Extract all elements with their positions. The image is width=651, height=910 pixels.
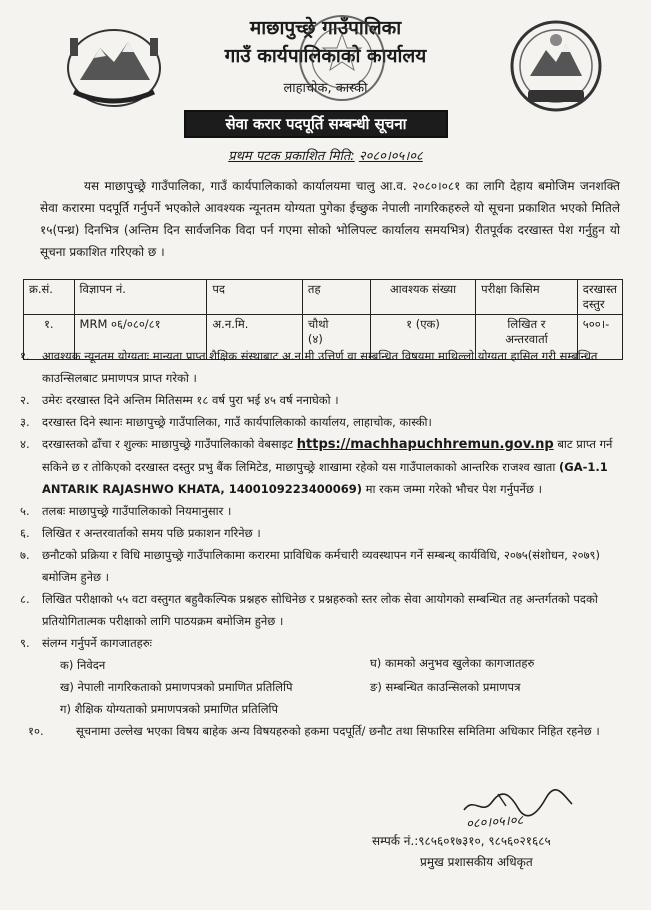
list-item (20, 389, 630, 411)
cell-level-line2: (४) (307, 332, 323, 346)
item-number: ३. (20, 415, 30, 429)
signature-date: ०८०।०५।०८ (465, 813, 524, 832)
col-header-post: पद (207, 280, 303, 315)
list-item (20, 544, 630, 588)
item4-text-c: मा रकम जम्मा गरेको भौचर पेश गर्नुपर्नेछ । (365, 482, 542, 496)
cell-fee: ५००।- (577, 315, 622, 360)
cell-exam-line1: लिखित र (507, 317, 546, 331)
item-text: लिखित परीक्षाको ५५ वटा वस्तुगत बहुवैकल्पिक प्रश्नहरु सोधिनेछ र प्रश्नहरुको स्तर लोक सेवा आयोगको सम्बन्धित तह अन्तर्गतको पदको प्रतियोगितात्मक परीक्षाको लागि पाठयक्रम बमोजिम हुनेछ । (42, 592, 598, 628)
publication-label: प्रथम पटक प्रकाशित मिति: (228, 149, 355, 164)
notice-title: सेवा करार पदपूर्ति सम्बन्धी सूचना (184, 110, 448, 138)
municipality-name: माछापुच्छ्रे गाउँपालिका (249, 17, 402, 39)
office-address: लाहाचोक, कास्की (283, 81, 368, 96)
item-text: आवश्यक न्यूनतम योग्यताः मान्यता प्राप्त शैक्षिक संस्थाबाट अ.न.मी उत्तिर्ण वा सम्बन्धित विषयमा माथिल्लो योग्यता हासिल गरी सम्बन्धित काउन्सिलबाट प्रमाणपत्र प्राप्त गरेको । (42, 349, 598, 385)
item-number: १०. (28, 724, 44, 738)
col-header-adv-no: विज्ञापन नं. (74, 280, 207, 315)
contact-number: सम्पर्क नं.:९८५६०१७३१०, ९८५६०२१६८५ (372, 834, 551, 848)
col-header-fee: दरखास्त दस्तुर (577, 280, 622, 315)
item-number: ४. (20, 437, 30, 451)
office-name: गाउँ कार्यपालिकाको कार्यालय (224, 45, 427, 67)
item-number: ७. (20, 548, 30, 562)
col-header-level: तह (302, 280, 370, 315)
office-stamp-icon (296, 12, 388, 104)
doc-item-council: ङ) सम्बन्धित काउन्सिलको प्रमाणपत्र (370, 680, 521, 694)
cell-sn: १. (24, 315, 75, 360)
item-number: ९. (20, 636, 30, 650)
item-text: लिखित र अन्तरवार्ताको समय पछि प्रकाशन गरिनेछ । (42, 526, 261, 540)
list-item (20, 720, 630, 742)
list-item (20, 411, 630, 433)
item4-text-a: दरखास्तको ढाँचा र शुल्कः माछापुच्छ्रे गाउँपालिकाको वेबसाइट (42, 437, 294, 451)
list-item (20, 500, 630, 522)
doc-item-application: क) निवेदन (60, 658, 106, 672)
item-text: छनौटको प्रक्रिया र विधि माछापुच्छ्रे गाउँपालिकामा करारमा प्राविधिक कर्मचारी व्यवस्थापन गर्ने सम्बन्ध् कार्यविधि, २०७५(संशोधन, २०७९) बमोजिम हुनेछ । (42, 548, 601, 584)
list-item (20, 588, 630, 632)
list-item (20, 345, 630, 389)
item-text: सूचनामा उल्लेख भएका विषय बाहेक अन्य विषयहरुको हकमा पदपूर्ति/ छनौट तथा सिफारिस समितिमा अधिकार निहित रहनेछ । (76, 724, 600, 738)
list-item (20, 632, 630, 654)
cell-adv-no: MRM ०६/०८०/८१ (74, 315, 207, 360)
doc-item-citizenship: ख) नेपाली नागरिकताको प्रमाणपत्रको प्रमाणित प्रतिलिपि (60, 680, 293, 694)
item-number: १. (20, 349, 30, 363)
account-number: (GA-1.1 ANTARIK RAJASHWO KHATA, 1400109223400069) (42, 460, 608, 496)
item-text (42, 433, 630, 500)
intro-text: यस माछापुच्छ्रे गाउँपालिका, गाउँ कार्यपालिकाको कार्यालयमा चालु आ.व. २०८०।०८१ का लागि देहाय बमोजिम जनशक्ति सेवा करारमा पदपूर्ति गर्नुपर्ने भएकोले आवश्यक न्यूनतम योग्यता पुगेका ईच्छुक नेपाली नागरिकहरुले यो सूचना प्रकाशित भएको मितिले १५(पन्ध्र) दिनभित्र (अन्तिम दिन सार्वजनिक विदा पर्न गएमा सोको भोलिपल्ट कार्यालय समयभित्र) रीतपूर्वक दरखास्त पेश गर्नुहुन यो सूचना प्रकाशित गरिएको छ । (40, 179, 620, 259)
publication-date (0, 146, 651, 164)
cell-exam-line2: अन्तरवार्ता (505, 332, 548, 346)
cell-level-line1: चौथो (307, 317, 329, 331)
item4-text-b: बाट प्राप्त गर्न सकिने छ र तोकिएको दरखास्त दस्तुर प्रभु बैंक लिमिटेड, माछापुच्छ्रे शाखामा रहेको यस गाउँपालकाको आन्तरिक राजश्व खाता (42, 437, 613, 474)
list-item (20, 433, 630, 500)
cell-count: १ (एक) (370, 315, 475, 360)
cell-post: अ.न.मि. (207, 315, 303, 360)
website-link[interactable]: https://machhapuchhremun.gov.np (296, 437, 554, 452)
doc-item-education: ग) शैक्षिक योग्यताको प्रमाणपत्रको प्रमाणित प्रतिलिपि (60, 702, 279, 716)
item-text: संलग्न गर्नुपर्ने कागजातहरुः (42, 636, 152, 650)
conditions-list (20, 345, 630, 742)
item-text: तलबः माछापुच्छ्रे गाउँपालिकाको नियमानुसार । (42, 504, 232, 518)
publication-date-value: २०८०।०५।०८ (358, 149, 423, 164)
col-header-sn: क्र.सं. (24, 280, 75, 315)
col-header-exam: परीक्षा किसिम (476, 280, 578, 315)
chief-officer-title: प्रमुख प्रशासकीय अधिकृत (420, 855, 533, 869)
item-number: २. (20, 393, 30, 407)
documents-list (60, 654, 630, 720)
doc-item-experience: घ) कामको अनुभव खुलेका कागजातहरु (370, 656, 535, 670)
list-item (20, 522, 630, 544)
item-number: ८. (20, 592, 30, 606)
item-number: ६. (20, 526, 30, 540)
col-header-count: आवश्यक संख्या (370, 280, 475, 315)
item-text: उमेरः दरखास्त दिने अन्तिम मितिसम्म १८ वर्ष पुरा भई ४५ वर्ष ननाघेको । (42, 393, 339, 407)
intro-paragraph (40, 175, 620, 263)
item-text: दरखास्त दिने स्थानः माछापुच्छ्रे गाउँपालिका, गाउँ कार्यपालिकाको कार्यालय, लाहाचोक, कास्की। (42, 415, 432, 429)
item-number: ५. (20, 504, 30, 518)
